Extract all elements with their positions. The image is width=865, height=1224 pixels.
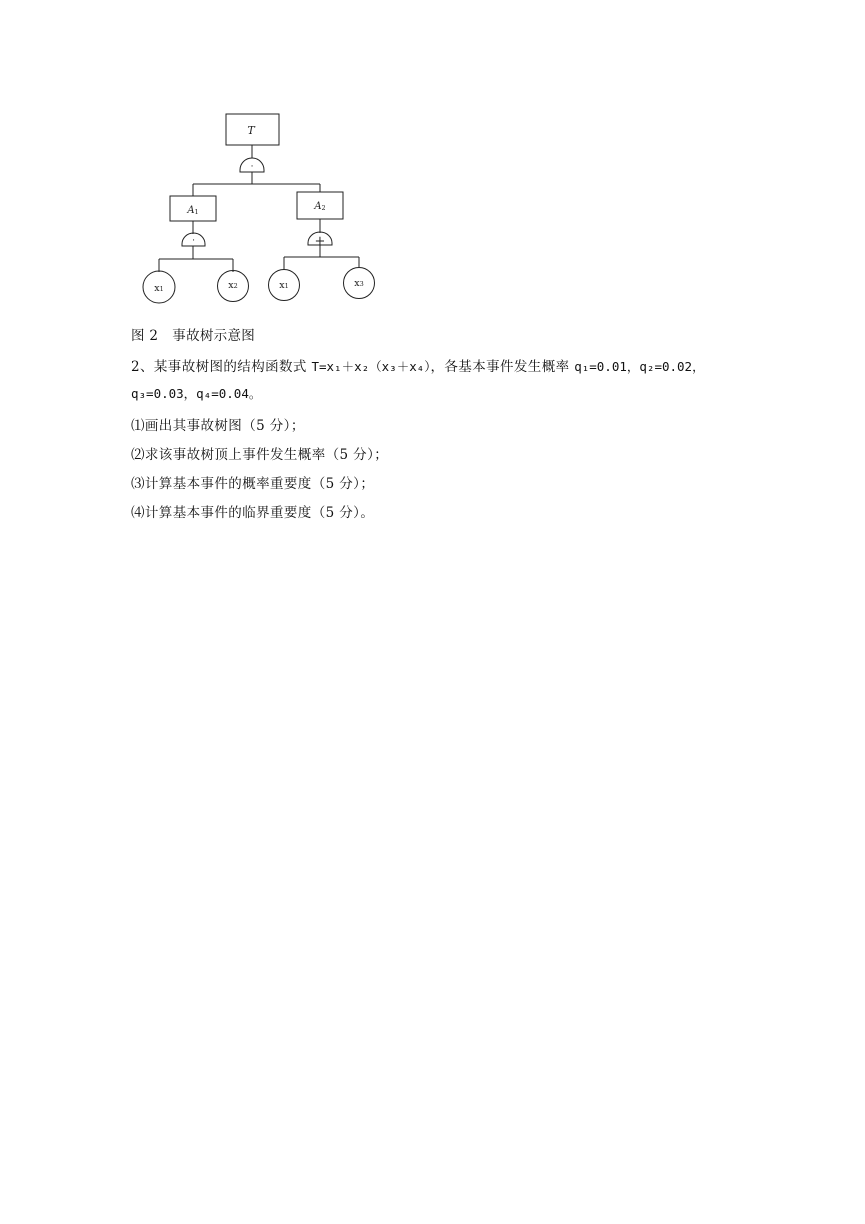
x1-right-label: x1 bbox=[279, 280, 289, 291]
fault-tree-diagram bbox=[130, 108, 390, 308]
figure-title: 事故树示意图 bbox=[172, 328, 256, 344]
a2-gate-symbol: + bbox=[314, 234, 326, 249]
structure-function: T=x₁＋x₂（x₃＋x₄） bbox=[311, 359, 431, 374]
top-event-label: T bbox=[247, 124, 255, 137]
question-item-2: ⑵求该事故树顶上事件发生概率（5 分）； bbox=[131, 447, 389, 463]
question-item-4: ⑷计算基本事件的临界重要度（5 分）。 bbox=[131, 505, 375, 521]
problem-intro-prefix: 2、某事故树图的结构函数式 bbox=[131, 359, 312, 375]
prob-q2: q₂=0.02， bbox=[639, 359, 705, 374]
problem-intro-middle: ，各基本事件发生概率 bbox=[430, 359, 575, 375]
x1-left-label: x1 bbox=[154, 283, 164, 294]
x2-label: x2 bbox=[228, 280, 238, 291]
prob-q3-q4: q₃=0.03，q₄=0.04。 bbox=[131, 386, 262, 401]
x3-label: x3 bbox=[354, 278, 364, 289]
top-gate-symbol: · bbox=[250, 162, 254, 172]
figure-number: 图 2 bbox=[131, 328, 159, 344]
a1-gate-symbol: · bbox=[192, 236, 195, 246]
prob-q1: q₁=0.01， bbox=[574, 359, 640, 374]
a2-label: A2 bbox=[314, 201, 326, 212]
problem-intro-line-1 bbox=[131, 355, 705, 375]
question-item-3: ⑶计算基本事件的概率重要度（5 分）； bbox=[131, 476, 375, 492]
figure-caption bbox=[131, 324, 255, 344]
fault-tree-svg bbox=[130, 108, 390, 308]
a1-label: A1 bbox=[187, 205, 199, 216]
problem-intro-line-2 bbox=[131, 384, 261, 402]
question-item-1: ⑴画出其事故树图（5 分）； bbox=[131, 418, 305, 434]
